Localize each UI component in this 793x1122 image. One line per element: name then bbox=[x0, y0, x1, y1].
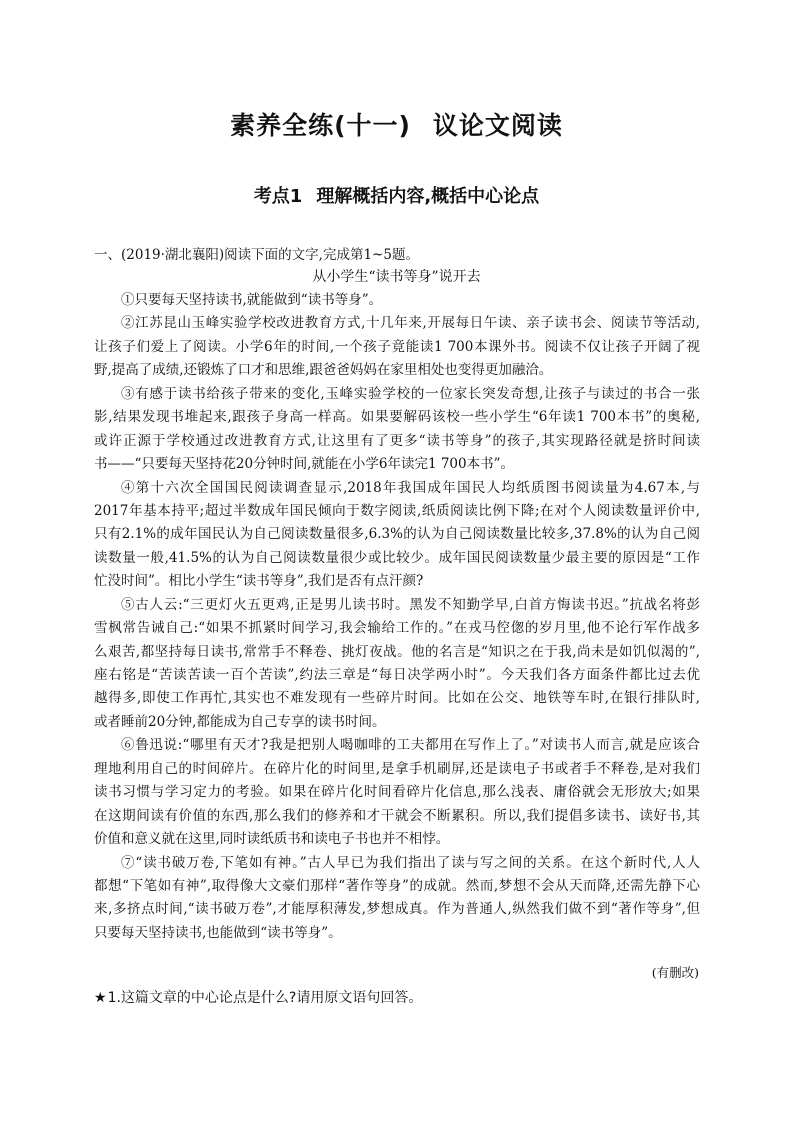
paragraph-line: 来,多挤点时间,“读书破万卷”,才能厚积薄发,梦想成真。作为普通人,纵然我们做不到“著作等身”,但 bbox=[94, 901, 700, 918]
paragraph-line: 书——“只要每天坚持花20分钟时间,就能在小学6年读完1 700本书”。 bbox=[94, 456, 515, 473]
paragraph-line: 雪枫常告诫自己:“如果不抓紧时间学习,我会输给工作的。”在戎马倥偬的岁月里,他不论行军作战多 bbox=[94, 620, 700, 637]
source-note: (有删改) bbox=[651, 965, 699, 980]
paragraph-line: 么艰苦,都坚持每日读书,常常手不释卷、挑灯夜战。他的名言是“知识之在于我,尚未是如饥似渴的”, bbox=[94, 643, 700, 660]
star-icon: ★ bbox=[94, 990, 107, 1006]
section-heading bbox=[0, 182, 793, 208]
paragraph-line: ②江苏昆山玉峰实验学校改进教育方式,十几年来,开展每日午读、亲子读书会、阅读节等活动, bbox=[121, 315, 700, 332]
paragraph-line: 或者睡前20分钟,都能成为自己专享的读书时间。 bbox=[94, 713, 386, 730]
paragraph-line: 越得多,即使工作再忙,其实也不难发现有一些碎片时间。比如在公交、地铁等车时,在银行排队时, bbox=[94, 690, 700, 707]
paragraph-line: 在这期间读有价值的东西,那么我们的修养和才干就会不断累积。所以,我们提倡多读书、读好书,其 bbox=[94, 807, 700, 824]
article-title: 从小学生“读书等身”说开去 bbox=[312, 269, 481, 285]
paragraph-line: 只要每天坚持读书,也能做到“读书等身”。 bbox=[94, 924, 342, 941]
paragraph-line: 2017年基本持平;超过半数成年国民倾向于数字阅读,纸质阅读比例下降;在对个人阅读数量评价中, bbox=[94, 502, 700, 519]
paragraph-line: 都想“下笔如有神”,取得像大文豪们那样“著作等身”的成就。然而,梦想不会从天而降,还需先静下心 bbox=[94, 877, 700, 894]
paragraph-line: ①只要每天坚持读书,就能做到“读书等身”。 bbox=[121, 292, 383, 308]
paragraph-line: 读数量一般,41.5%的认为自己阅读数量很少或比较少。成年国民阅读数量少最主要的原因是“工作 bbox=[94, 549, 700, 566]
paragraph-line: ③有感于读书给孩子带来的变化,玉峰实验学校的一位家长突发奇想,让孩子与读过的书合一张 bbox=[121, 385, 700, 402]
paragraph-line: 或许正源于学校通过改进教育方式,让这里有了更多“读书等身”的孩子,其实现路径就是挤时间读 bbox=[94, 432, 700, 449]
paragraph-line: 理地利用自己的时间碎片。在碎片化的时间里,是拿手机刷屏,还是读电子书或者手不释卷,是对我们 bbox=[94, 760, 700, 777]
section-title: 理解概括内容,概括中心论点 bbox=[316, 186, 540, 207]
page-title-main: 素养全练(十一) bbox=[230, 111, 411, 140]
paragraph-line: 只有2.1%的成年国民认为自己阅读数量很多,6.3%的认为自己阅读数量比较多,37.8%的认为自己阅 bbox=[94, 526, 700, 543]
section-label: 考点1 bbox=[253, 186, 303, 207]
question-text: 1.这篇文章的中心论点是什么?请用原文语句回答。 bbox=[107, 990, 423, 1006]
paragraph-line: 忙没时间”。相比小学生“读书等身”,我们是否有点汗颜? bbox=[94, 573, 424, 590]
paragraph-line: ⑦“读书破万卷,下笔如有神。”古人早已为我们指出了读与写之间的关系。在这个新时代,人人 bbox=[121, 854, 700, 871]
paragraph-line: ④第十六次全国国民阅读调查显示,2018年我国成年国民人均纸质图书阅读量为4.67本,与 bbox=[121, 479, 700, 496]
paragraph-line: 读书习惯与学习定力的考验。如果在碎片化时间看碎片化信息,那么浅表、庸俗就会无形放大;如果 bbox=[94, 784, 700, 801]
paragraph-line: 让孩子们爱上了阅读。小学6年的时间,一个孩子竟能读1 700本课外书。阅读不仅让孩子开阔了视 bbox=[94, 338, 700, 355]
question-1 bbox=[94, 987, 422, 1007]
exercise-intro: 一、(2019·湖北襄阳)阅读下面的文字,完成第1~5题。 bbox=[94, 247, 419, 263]
article-body bbox=[94, 289, 700, 945]
paragraph-line: ⑤古人云:“三更灯火五更鸡,正是男儿读书时。黑发不知勤学早,白首方悔读书迟。”抗战名将彭 bbox=[121, 596, 700, 613]
paragraph-line: 野,提高了成绩,还锻炼了口才和思维,跟爸爸妈妈在家里相处也变得更加融洽。 bbox=[94, 362, 553, 379]
paragraph-line: ⑥鲁迅说:“哪里有天才?我是把别人喝咖啡的工夫都用在写作上了。”对读书人而言,就是应该合 bbox=[121, 737, 700, 754]
paragraph-line: 价值和意义就在这里,同时读纸质书和读电子书也并不相悖。 bbox=[94, 831, 450, 848]
paragraph-line: 座右铭是“苦读苦读一百个苦读”,约法三章是“每日决学两小时”。今天我们各方面条件都比过去优 bbox=[94, 667, 700, 683]
page-title-topic: 议论文阅读 bbox=[432, 111, 563, 140]
paragraph-line: 影,结果发现书堆起来,跟孩子身高一样高。如果要解码该校一些小学生“6年读1 700本书”的奥秘, bbox=[94, 409, 700, 426]
page-title bbox=[0, 106, 793, 142]
